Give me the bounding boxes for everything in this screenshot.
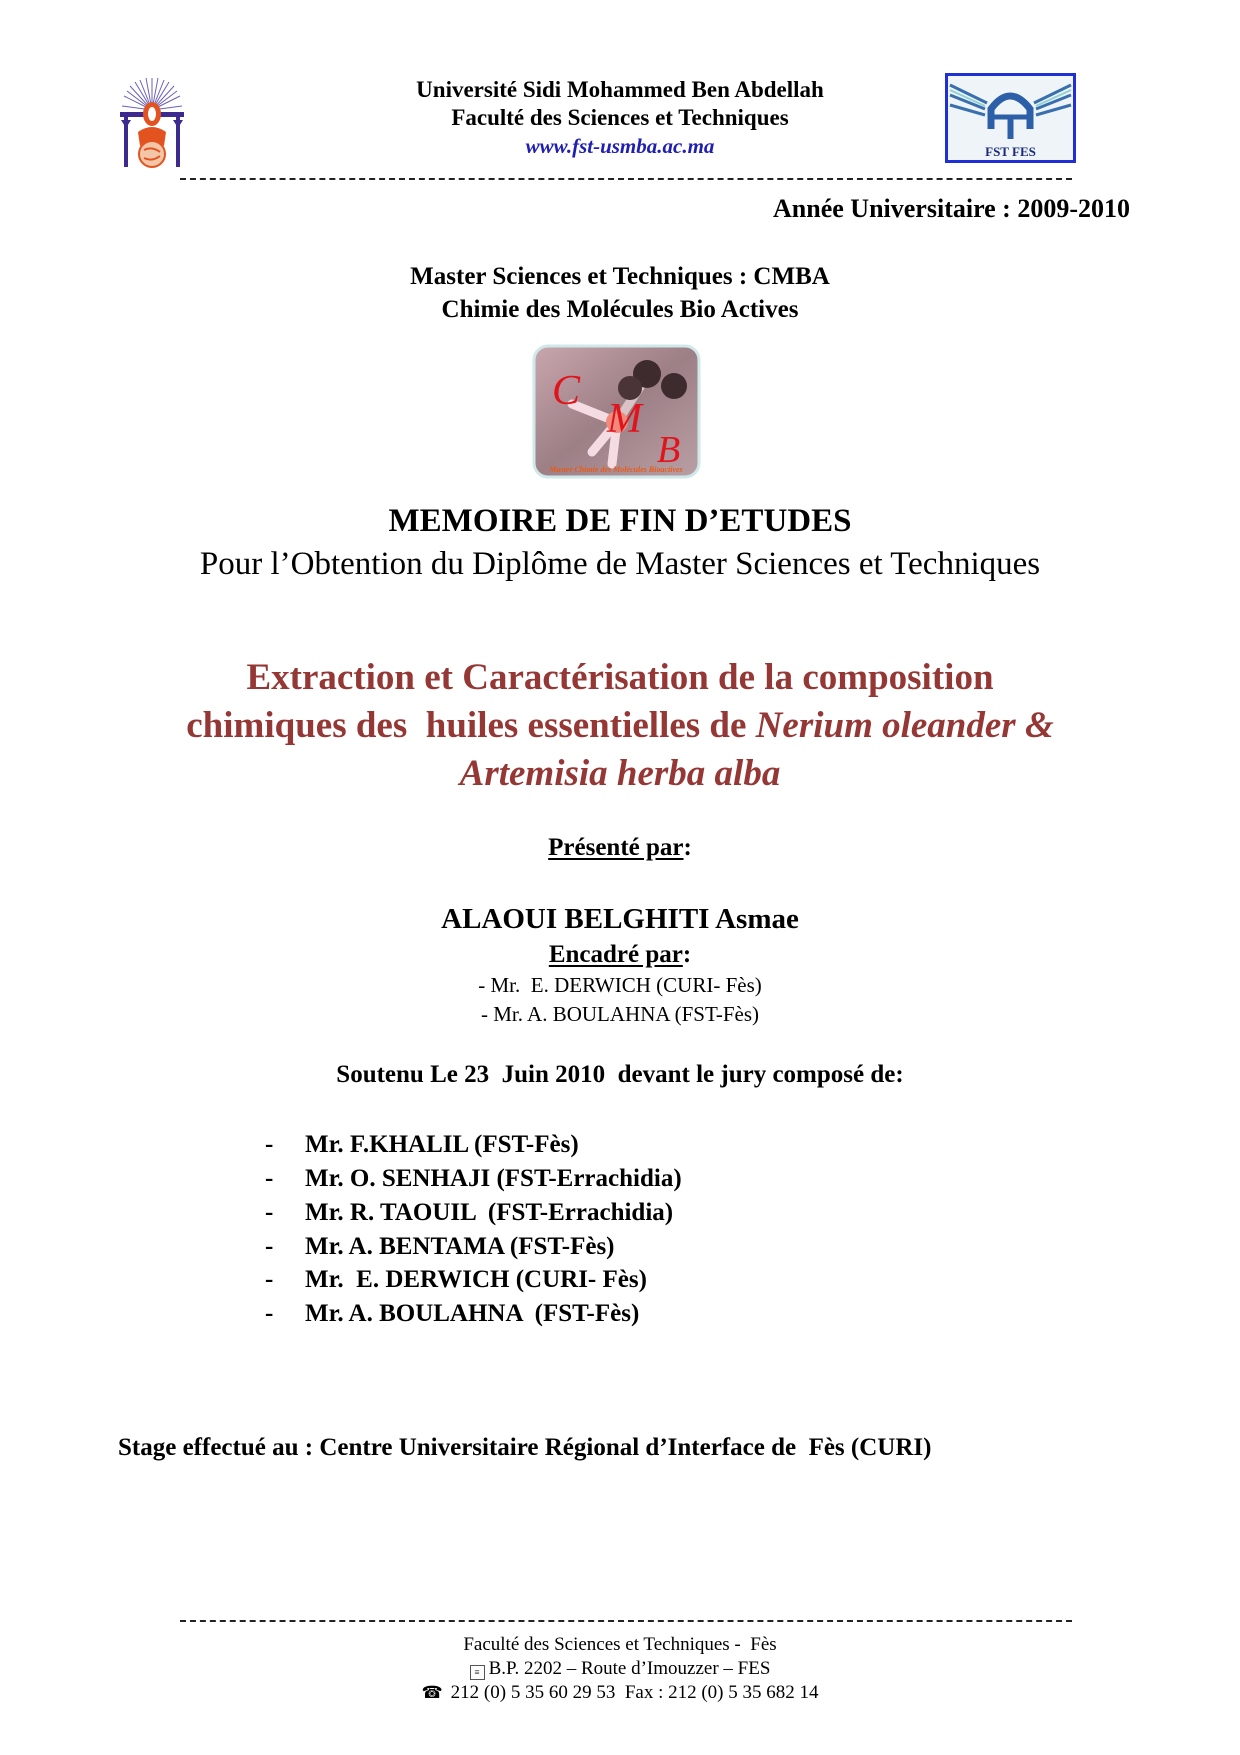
internship-location: Stage effectué au : Centre Universitaire Régional d’Interface de Fès (CURI) xyxy=(118,1434,932,1461)
mailbox-icon: ≡ xyxy=(470,1665,485,1680)
svg-text:Master Chimie des Molécules Bi: Master Chimie des Molécules Bioactives xyxy=(549,465,683,474)
defense-statement: Soutenu Le 23 Juin 2010 devant le jury composé de: xyxy=(336,1061,904,1088)
fst-fes-logo xyxy=(945,73,1076,163)
list-bullet: - xyxy=(265,1233,274,1260)
list-bullet: - xyxy=(265,1266,274,1293)
jury-member xyxy=(265,1297,639,1331)
program-subtitle: Chimie des Molécules Bio Actives xyxy=(441,296,799,323)
thesis-title-species-1: Nerium oleander & xyxy=(755,705,1054,746)
jury-member-name: Mr. E. DERWICH (CURI- Fès) xyxy=(305,1266,647,1293)
jury-member-name: Mr. R. TAOUIL (FST-Errachidia) xyxy=(305,1199,674,1226)
jury-member-name: Mr. F.KHALIL (FST-Fès) xyxy=(305,1131,579,1158)
list-bullet: - xyxy=(265,1131,274,1158)
telephone-icon: ☎ xyxy=(421,1683,443,1702)
fst-fes-logo-icon xyxy=(945,73,1076,163)
footer-phone-text: 212 (0) 5 35 60 29 53 Fax : 212 (0) 5 35 682 14 xyxy=(450,1682,819,1703)
memoire-subtitle: Pour l’Obtention du Diplôme de Master Sciences et Techniques xyxy=(199,546,1041,582)
thesis-title-line3: Artemisia herba alba xyxy=(459,753,781,794)
academic-year: Année Universitaire : 2009-2010 xyxy=(773,194,1130,223)
jury-member xyxy=(265,1128,579,1162)
supervised-by-heading xyxy=(0,939,1240,971)
thesis-title-line2 xyxy=(0,702,1240,750)
footer-address xyxy=(0,1657,1240,1681)
website-link[interactable]: www.fst-usmba.ac.ma xyxy=(525,134,715,158)
supervised-by-colon: : xyxy=(682,941,692,968)
footer-phone xyxy=(0,1681,1240,1705)
thesis-title-line2-plain: chimiques des huiles essentielles de xyxy=(186,705,756,746)
university-name: Université Sidi Mohammed Ben Abdellah xyxy=(416,77,824,102)
supervisor-2: - Mr. A. BOULAHNA (FST-Fès) xyxy=(480,1002,760,1026)
header-divider xyxy=(180,178,1072,180)
cmba-molecule-logo-icon xyxy=(532,344,701,479)
memoire-title: MEMOIRE DE FIN D’ETUDES xyxy=(388,503,852,539)
list-bullet: - xyxy=(265,1199,274,1226)
footer-divider xyxy=(180,1620,1072,1622)
jury-member xyxy=(265,1230,615,1264)
jury-member xyxy=(265,1162,682,1196)
footer-address-text: B.P. 2202 – Route d’Imouzzer – FES xyxy=(488,1658,771,1679)
faculty-name: Faculté des Sciences et Techniques xyxy=(451,105,789,130)
svg-text:C: C xyxy=(552,368,581,414)
jury-member-name: Mr. O. SENHAJI (FST-Errachidia) xyxy=(305,1165,682,1192)
svg-text:M: M xyxy=(607,396,642,442)
thesis-title-line1: Extraction et Caractérisation de la composition xyxy=(246,657,994,698)
supervisor-1: - Mr. E. DERWICH (CURI- Fès) xyxy=(478,973,762,997)
program-title: Master Sciences et Techniques : CMBA xyxy=(410,263,830,290)
svg-text:FST FES: FST FES xyxy=(985,144,1036,159)
presented-by-heading xyxy=(0,832,1240,864)
jury-member-name: Mr. A. BENTAMA (FST-Fès) xyxy=(305,1233,615,1260)
jury-member xyxy=(265,1263,647,1297)
footer-faculty: Faculté des Sciences et Techniques - Fès xyxy=(463,1634,777,1655)
jury-member-name: Mr. A. BOULAHNA (FST-Fès) xyxy=(305,1300,640,1327)
supervised-by-label: Encadré par xyxy=(548,941,683,968)
svg-text:B: B xyxy=(657,429,681,471)
list-bullet: - xyxy=(265,1300,274,1327)
author-name: ALAOUI BELGHITI Asmae xyxy=(441,903,799,935)
presented-by-label: Présenté par xyxy=(548,834,684,861)
list-bullet: - xyxy=(265,1165,274,1192)
presented-by-colon: : xyxy=(683,834,692,861)
jury-member xyxy=(265,1196,673,1230)
cmba-logo xyxy=(532,344,701,479)
